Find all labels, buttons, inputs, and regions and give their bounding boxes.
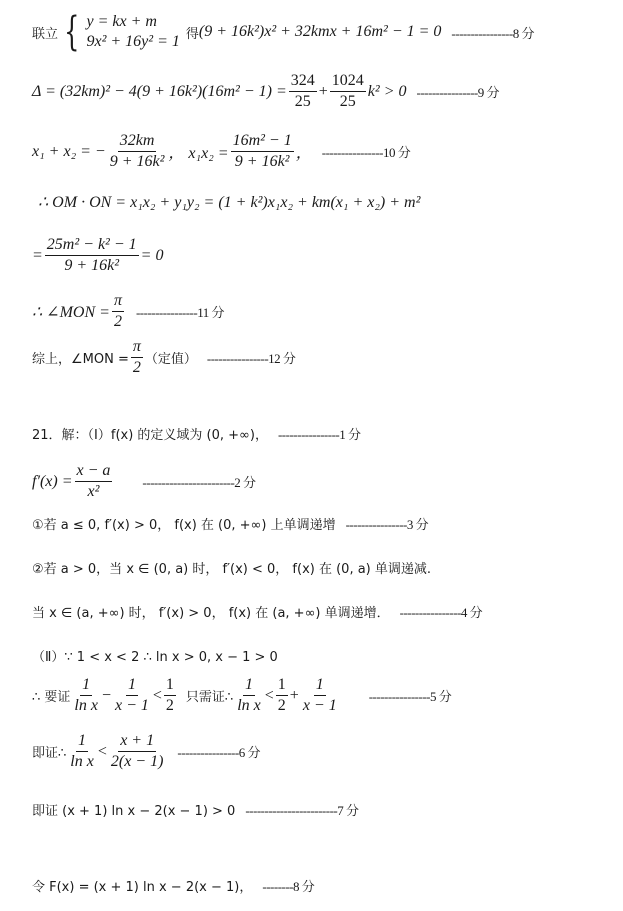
numerator: 1 <box>243 676 255 696</box>
fraction-sum-roots <box>108 132 167 171</box>
denominator: 9 + 16k² <box>109 153 165 170</box>
comma: ， <box>295 145 312 162</box>
equivalent-label: 即证∴ <box>32 746 67 761</box>
fraction-pi-2 <box>131 338 143 377</box>
label-lianli: 联立 <box>32 26 59 42</box>
score-3: ----------------3 分 <box>345 517 429 532</box>
score-6: ----------------6 分 <box>177 745 260 760</box>
numerator: x + 1 <box>118 732 156 752</box>
score-1: ----------------1 分 <box>277 427 361 442</box>
line-problem-21 <box>32 424 361 443</box>
sum-roots-left: x₁ + x₂ = − <box>32 142 106 160</box>
fraction-1-2 <box>276 676 288 715</box>
line-equivalent <box>32 732 260 771</box>
system-eq-top: y = kx + m <box>86 13 157 30</box>
only-need-prove-label: 只需证∴ <box>185 690 234 705</box>
label-de: 得 <box>185 26 199 42</box>
numerator: 1024 <box>330 72 366 92</box>
fraction-1-lnx <box>72 676 100 715</box>
line-case-2 <box>32 558 431 577</box>
dot-product-equation: ∴ OM · ON = x₁x₂ + y₁y₂ = (1 + k²)x₁x₂ + km(x₁ + x₂) + m² <box>38 194 421 211</box>
numerator: 25m² − k² − 1 <box>45 236 139 256</box>
score-10: ----------------10 分 <box>321 145 411 160</box>
case-2-text: ②若 a > 0，当 x ∈ (0, a) 时， f′(x) < 0， f(x) 在 (0, a) 单调递减. <box>32 562 432 577</box>
numerator: 1 <box>314 676 326 696</box>
fraction-1024-25 <box>330 72 366 111</box>
denominator: ln x <box>237 697 261 714</box>
denominator: 2(x − 1) <box>110 753 164 770</box>
less-than: < <box>152 686 162 704</box>
less-than: < <box>264 686 274 704</box>
denominator: 9 + 16k² <box>64 257 120 274</box>
numerator: 1 <box>80 676 92 696</box>
score-11: ----------------11 分 <box>135 305 224 320</box>
fraction-pi-2 <box>112 292 124 331</box>
denominator: 9 + 16k² <box>234 153 290 170</box>
score-4: ----------------4 分 <box>399 605 483 620</box>
minus-sign: − <box>101 686 111 704</box>
denominator: 25 <box>339 93 356 110</box>
denominator: ln x <box>74 697 98 714</box>
derivative-left: f′(x) = <box>32 472 73 490</box>
line-angle <box>32 292 224 331</box>
equation-system <box>86 12 179 52</box>
fraction-xp1-over <box>109 732 166 771</box>
score-8b: --------8 分 <box>262 879 315 894</box>
denominator: 2 <box>165 697 174 714</box>
line-derivative <box>32 462 256 501</box>
numerator: 1 <box>76 732 88 752</box>
numerator: 1 <box>126 676 138 696</box>
denominator: x − 1 <box>302 697 337 714</box>
fraction-zero-result <box>45 236 139 275</box>
fraction-product-roots <box>231 132 294 171</box>
numerator: 32km <box>118 132 157 152</box>
line-to-prove <box>32 676 451 715</box>
define-F: 令 F(x) = (x + 1) ln x − 2(x − 1)， <box>32 880 253 895</box>
fraction-1-lnx <box>68 732 96 771</box>
fraction-1-xm1 <box>113 676 151 715</box>
fraction-1-xm1 <box>301 676 339 715</box>
score-2: ------------------------2 分 <box>142 475 256 490</box>
fraction-1-lnx <box>235 676 263 715</box>
numerator: 1 <box>276 676 288 696</box>
problem-21-domain: 21．解：（Ⅰ）f(x) 的定义域为 (0, +∞)， <box>32 428 268 443</box>
equals-zero: = 0 <box>140 246 164 264</box>
quadratic-equation: (9 + 16k²)x² + 32kmx + 16m² − 1 = 0 <box>198 23 442 40</box>
angle-mon: ∴ ∠MON = <box>32 303 110 321</box>
score-5: ----------------5 分 <box>368 689 452 704</box>
numerator: 16m² − 1 <box>231 132 294 152</box>
line-define-F <box>32 876 314 895</box>
numerator: π <box>131 338 143 358</box>
plus-sign: + <box>289 686 299 704</box>
case-1-text: ①若 a ≤ 0, f′(x) > 0， f(x) 在 (0, +∞) 上单调递增 <box>32 518 336 533</box>
line-vieta <box>32 132 410 171</box>
denominator: 2 <box>132 359 141 376</box>
discriminant-left: Δ = (32km)² − 4(9 + 16k²)(16m² − 1) = <box>32 82 287 100</box>
denominator: 2 <box>277 697 286 714</box>
equals-sign: = <box>32 246 43 264</box>
line-case-2b <box>32 602 482 621</box>
less-than: < <box>97 742 107 760</box>
conclusion-label: 综上，∠MON = <box>32 352 129 367</box>
fraction-1-2 <box>164 676 176 715</box>
denominator: 25 <box>294 93 311 110</box>
discriminant-tail: k² > 0 <box>367 82 407 100</box>
denominator: 2 <box>113 313 122 330</box>
plus-sign: + <box>318 82 328 100</box>
line-case-1 <box>32 514 428 533</box>
part-2-condition: （Ⅱ）∵ 1 < x < 2 ∴ ln x > 0, x − 1 > 0 <box>32 650 278 665</box>
numerator: π <box>112 292 124 312</box>
line-zero <box>32 236 163 275</box>
fraction-324-25 <box>289 72 317 111</box>
numerator: x − a <box>75 462 113 482</box>
denominator: x² <box>87 483 100 500</box>
denominator: x − 1 <box>114 697 149 714</box>
system-eq-bottom: 9x² + 16y² = 1 <box>86 33 180 50</box>
line-equivalent-2 <box>32 800 359 819</box>
line-dot-product <box>38 192 420 212</box>
line-part-2 <box>32 646 278 665</box>
denominator: ln x <box>70 753 94 770</box>
equivalent-inequality: 即证 (x + 1) ln x − 2(x − 1) > 0 <box>32 804 236 819</box>
line-discriminant <box>32 72 499 111</box>
score-9: ----------------9 分 <box>416 85 500 100</box>
left-brace: { <box>64 9 80 55</box>
line-conclusion <box>32 338 295 377</box>
product-roots-left: ， x₁x₂ = <box>168 145 229 162</box>
case-2b-text: 当 x ∈ (a, +∞) 时， f′(x) > 0， f(x) 在 (a, +∞) 单调递增． <box>32 606 390 621</box>
numerator: 324 <box>289 72 317 92</box>
line-system <box>32 9 534 55</box>
constant-note: （定值） <box>144 352 197 367</box>
score-7: ------------------------7 分 <box>245 803 359 818</box>
fraction-derivative <box>75 462 113 501</box>
score-12: ----------------12 分 <box>206 351 296 366</box>
numerator: 1 <box>164 676 176 696</box>
to-prove-label: ∴ 要证 <box>32 690 71 705</box>
score-8: ----------------8 分 <box>451 25 534 41</box>
